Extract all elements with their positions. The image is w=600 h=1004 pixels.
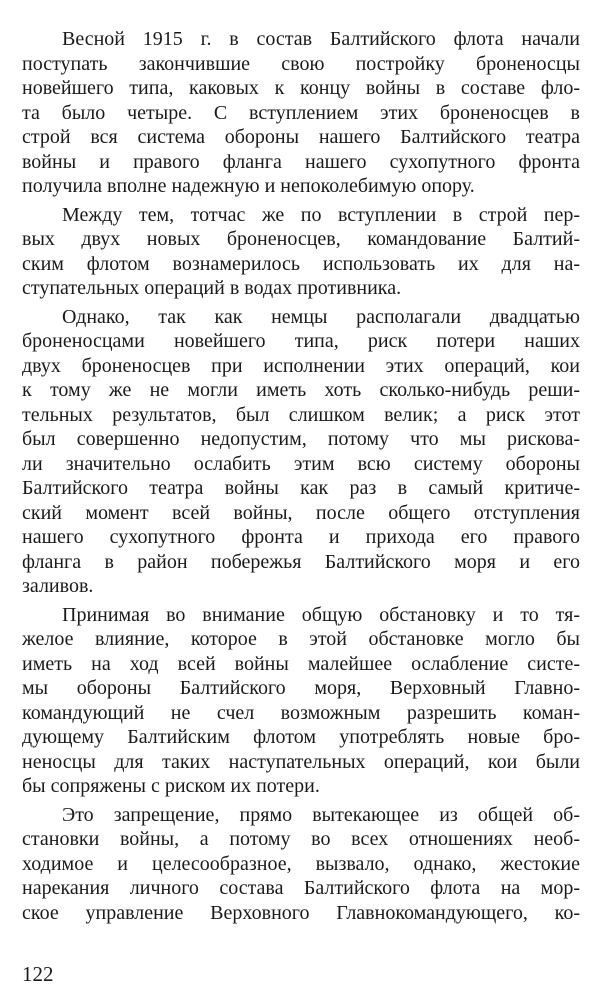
text-line: строй вся система обороны нашего Балтийского театра: [22, 126, 580, 148]
text-line: заливов.: [22, 575, 94, 597]
text-line: нашего сухопутного фронта и прихода его правого: [22, 526, 580, 548]
text-line: новейшего типа, каковых к концу войны в составе фло-: [22, 77, 580, 99]
text-line: ходимое и целесообразное, вызвало, однако, жестокие: [22, 852, 580, 875]
text-line: дующему Балтийским флотом употреблять новые бро-: [22, 726, 580, 748]
text-line: ское управление Верховного Главнокомандующего, ко-: [22, 901, 580, 924]
paragraph: [22, 603, 580, 799]
page-number: 122: [22, 962, 54, 986]
text-line: мы обороны Балтийского моря, Верховный Главно-: [22, 677, 580, 699]
text-line: Весной 1915 г. в состав Балтийского флота начали: [62, 28, 580, 50]
text-line: Это запрещение, прямо вытекающее из общей об-: [62, 803, 580, 826]
text-line: Балтийского театра войны как раз в самый критиче-: [22, 477, 580, 499]
text-line: к тому же не могли иметь хоть сколько-нибудь реши-: [22, 379, 580, 401]
text-line: войны и правого фланга нашего сухопутного фронта: [22, 150, 580, 173]
text-line: неносцы для таких наступательных операций, кои были: [22, 750, 580, 773]
text-line: ли значительно ослабить этим всю систему обороны: [22, 452, 580, 475]
text-line: броненосцами новейшего типа, риск потери наших: [22, 330, 580, 352]
paragraph: [22, 803, 580, 926]
text-line: двух броненосцев при исполнении этих операций, кои: [22, 354, 580, 377]
text-line: ступательных операций в водах противника.: [22, 277, 402, 299]
paragraph: [22, 305, 580, 599]
text-line: нарекания личного состава Балтийского флота на мор-: [22, 877, 580, 899]
text-line: командующий не счел возможным разрешить коман-: [22, 701, 580, 724]
text-line: вых двух новых броненосцев, командование Балтий-: [22, 228, 580, 250]
text-line: получила вполне надежную и непоколебимую опору.: [22, 175, 475, 197]
text-line: Принимая во внимание общую обстановку и то тя-: [62, 603, 580, 626]
text-line: становки войны, а потому во всех отношениях необ-: [22, 828, 580, 850]
text-line: Однако, так как немцы располагали двадцатью: [62, 305, 580, 328]
text-line: бы сопряжены с риском их потери.: [22, 775, 320, 797]
page-body: [22, 27, 580, 929]
text-line: иметь на ход всей войны малейшее ослабление систе-: [22, 652, 580, 675]
text-line: фланга в район побережья Балтийского моря и его: [22, 550, 580, 573]
text-line: был совершенно недопустим, потому что мы рискова-: [22, 428, 580, 450]
paragraph: [22, 27, 580, 199]
text-line: Между тем, тотчас же по вступлении в строй пер-: [62, 203, 580, 226]
text-line: та было четыре. С вступлением этих броненосцев в: [22, 101, 580, 124]
text-line: желое влияние, которое в этой обстановке могло бы: [22, 628, 580, 650]
text-line: тельных результатов, был слишком велик; а риск этот: [22, 403, 580, 426]
text-line: поступать закончившие свою постройку броненосцы: [22, 52, 580, 75]
paragraph: [22, 203, 580, 301]
text-line: ский момент всей войны, после общего отступления: [22, 501, 580, 524]
text-line: ским флотом вознамерилось использовать их для на-: [22, 252, 580, 275]
